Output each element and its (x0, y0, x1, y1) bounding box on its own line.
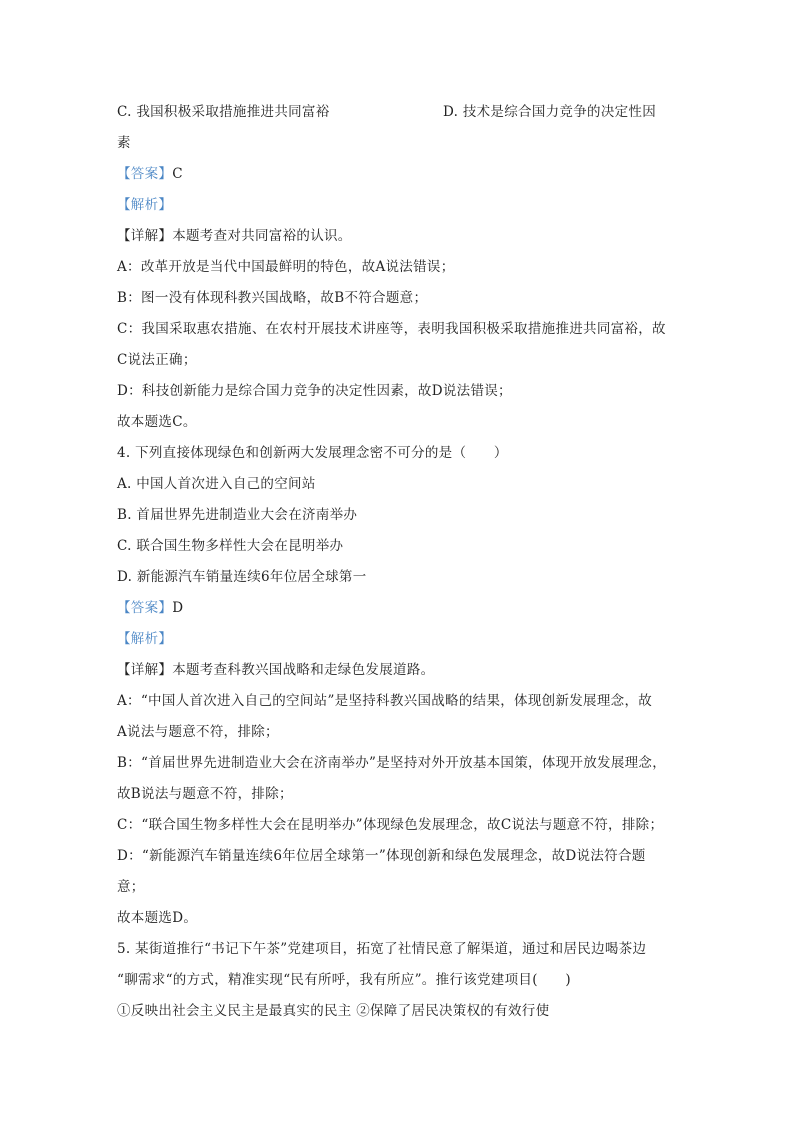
q4-stem: 4. 下列直接体现绿色和创新两大发展理念密不可分的是（ ） (117, 445, 508, 461)
q5-stem-line2: “聊需求“的方式，精准实现“民有所呼，我有所应”。推行该党建项目( ) (117, 972, 571, 988)
q4-analysis-label: 【解析】 (117, 631, 173, 647)
q4-explanation-line: A说法与题意不符，排除； (117, 724, 279, 740)
q4-explanation-line: B：“首届世界先进制造业大会在济南举办”是坚持对外开放基本国策，体现开放发展理念， (117, 755, 667, 771)
q3-explanation-line: B：图一没有体现科教兴国战略，故B不符合题意； (117, 290, 428, 306)
q4-conclusion: 故本题选D。 (117, 910, 198, 926)
answer-value: D (172, 600, 184, 616)
q3-option-d: D. 技术是综合国力竞争的决定性因 (443, 104, 657, 120)
q3-explanation-line: C说法正确； (117, 352, 197, 368)
q3-conclusion: 故本题选C。 (117, 414, 197, 430)
q4-option-a: A. 中国人首次进入自己的空间站 (117, 476, 316, 492)
q3-option-c: C. 我国积极采取措施推进共同富裕 (117, 104, 330, 120)
q5-stem-line1: 5. 某街道推行“书记下午茶”党建项目，拓宽了社情民意了解渠道，通过和居民边喝茶边 (117, 941, 647, 957)
q3-explanation-line: C：我国采取惠农措施、在农村开展技术讲座等，表明我国积极采取措施推进共同富裕，故 (117, 321, 666, 337)
q3-analysis-label: 【解析】 (117, 197, 173, 213)
q4-explanation-line: 意； (117, 879, 145, 895)
q4-answer (117, 599, 183, 617)
q4-explanation-line: D：“新能源汽车销量连续6年位居全球第一”体现创新和绿色发展理念，故D说法符合题 (117, 848, 646, 864)
q4-option-d: D. 新能源汽车销量连续6年位居全球第一 (117, 569, 367, 585)
q4-detail: 【详解】本题考查科教兴国战略和走绿色发展道路。 (117, 662, 435, 678)
q4-explanation-line: A：“中国人首次进入自己的空间站”是坚持科教兴国战略的结果，体现创新发展理念，故 (117, 693, 653, 709)
q3-explanation-line: D：科技创新能力是综合国力竞争的决定性因素，故D说法错误； (117, 383, 512, 399)
q4-explanation-line: C：“联合国生物多样性大会在昆明举办”体现绿色发展理念，故C说法与题意不符，排除； (117, 817, 664, 833)
q3-option-d-continued: 素 (117, 135, 131, 151)
q3-answer (117, 165, 183, 183)
q3-options-row (117, 103, 687, 121)
answer-label: 【答案】 (117, 600, 173, 616)
q4-option-c: C. 联合国生物多样性大会在昆明举办 (117, 538, 344, 554)
q3-detail: 【详解】本题考查对共同富裕的认识。 (117, 228, 352, 244)
q3-explanation-line: A：改革开放是当代中国最鲜明的特色，故A说法错误； (117, 259, 455, 275)
answer-value: C (172, 166, 183, 182)
q5-choices: ①反映出社会主义民主是最真实的民主 ②保障了居民决策权的有效行使 (117, 1003, 550, 1019)
q4-option-b: B. 首届世界先进制造业大会在济南举办 (117, 507, 358, 523)
answer-label: 【答案】 (117, 166, 173, 182)
q4-explanation-line: 故B说法与题意不符，排除； (117, 786, 293, 802)
